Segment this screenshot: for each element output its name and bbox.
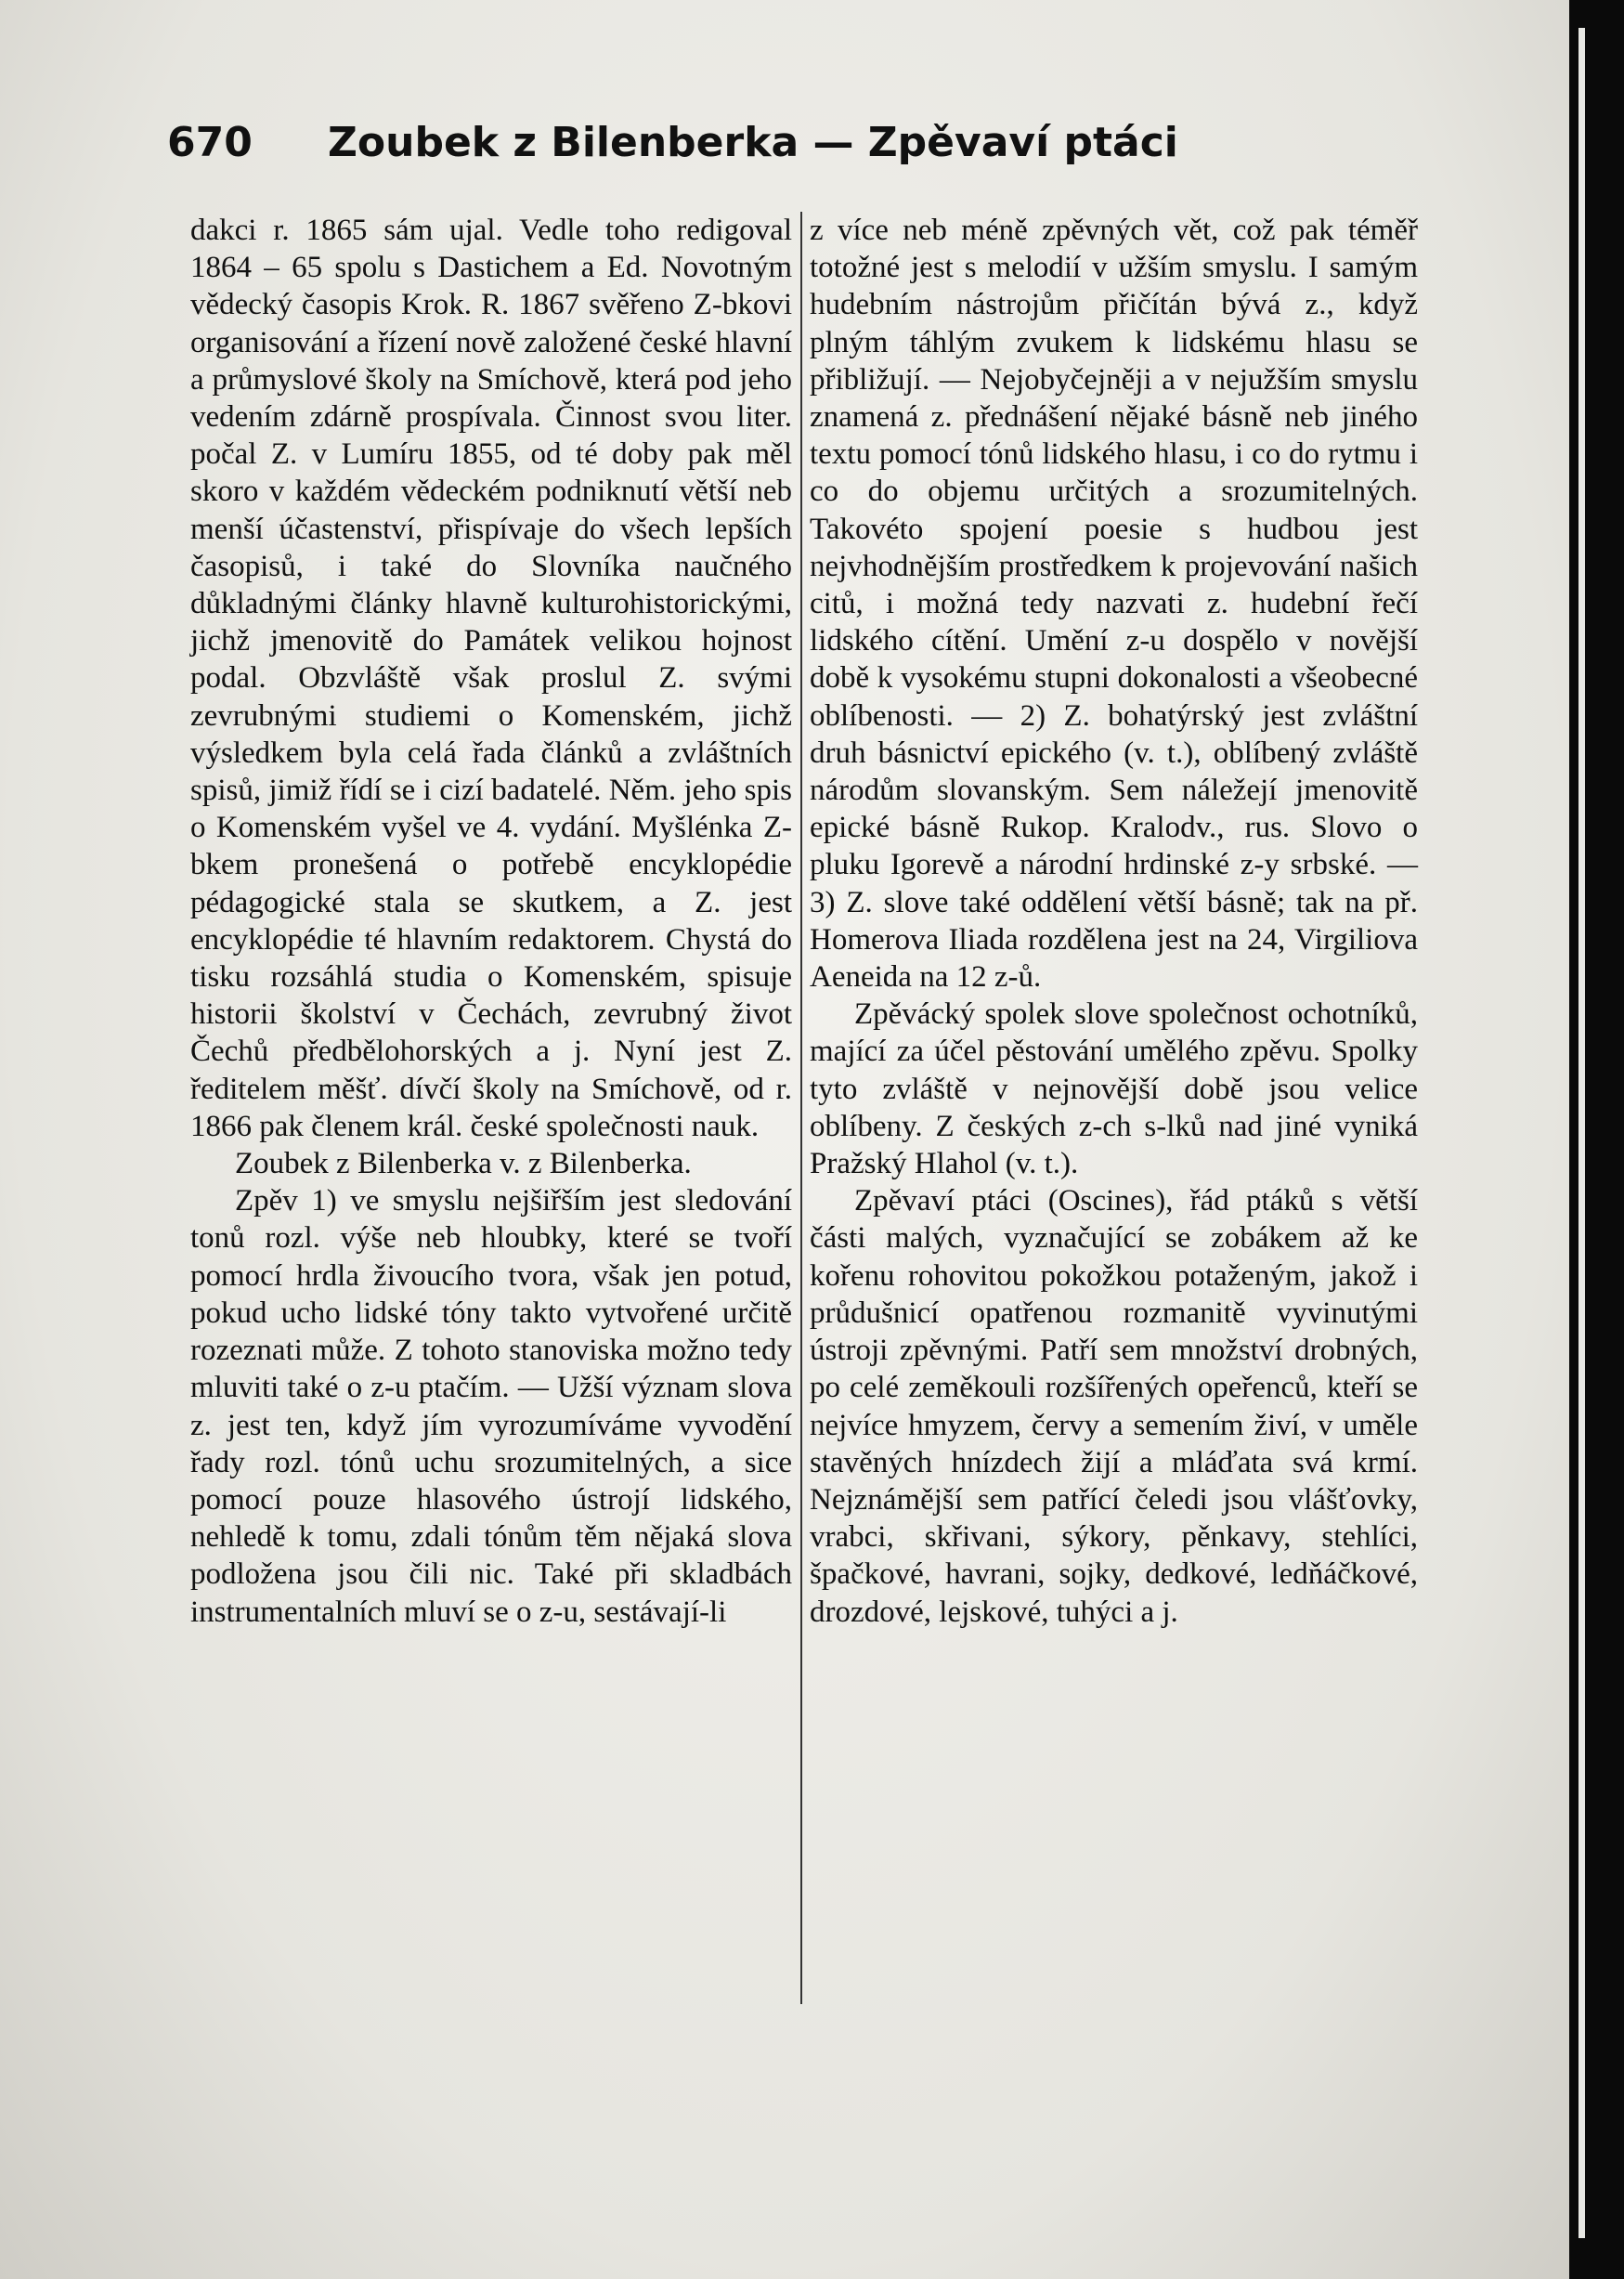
paragraph-zpev-cont: z více neb méně zpěvných vět, což pak téměř totožné jest s melodií v užším smyslu. I samým hudebním nástrojům přičítán bývá z., když plným táhlým zvukem k lidskému hlasu se přibližují. — Nejobyčejněji a v nejužším smyslu znamená z. přednášení nějaké básně neb jiného textu pomocí tónů lidského hlasu, i co do rytmu i co do objemu určitých a srozumitelných. Takovéto spojení poesie s hudbou jest nejvhodnějším prostředkem k projevování našich citů, i možná tedy nazvati z. hudební řečí lidského cítění. Umění z-u dospělo v novější době k vysokému stupni dokonalosti a všeobecné oblíbenosti. — 2) Z. bohatýrský jest zvláštní druh básnictví epického (v. t.), oblíbený zvláště národům slovanským. Sem náležejí jmenovitě epické básně Rukop. Kralodv., rus. Slovo o pluku Igorevě a národní hrdinské z-y srbské. — 3) Z. slove také oddělení větší básně; tak na př. Homerova Iliada rozdělena jest na 24, Virgiliova Aeneida na 12 z-ů. xyxy=(810,214,1418,995)
paragraph-zoubek-bio: dakci r. 1865 sám ujal. Vedle toho redigoval 1864 – 65 spolu s Dastichem a Ed. Novotným vědecký časopis Krok. R. 1867 svěřeno Z-bkovi organisování a řízení nově založené české hlavní a průmyslové školy na Smíchově, která pod jeho vedením zdárně prospívala. Činnost svou liter. počal Z. v Lumíru 1855, od té doby pak měl skoro v každém vědeckém podniknutí větší neb menší účastenství, přispívaje do všech lepších časopisů, i také do Slovníka naučného důkladnými články hlavně kulturohistorickými, jichž jmenovitě do Památek velikou hojnost podal. Obzvláště však proslul Z. svými zevrubnými studiemi o Komenském, jichž výsledkem byla celá řada článků a zvláštních spisů, jimiž řídí se i cizí badatelé. Něm. jeho spis o Komenském vyšel ve 4. vydání. Myšlénka Z-bkem pronešená o potřebě encyklopédie pédagogické stala se skutkem, a Z. jest encyklopédie té hlavním redaktorem. Chystá do tisku rozsáhlá studia o Komenském, spisuje historii školství v Čechách, zevrubný život Čechů předbělohorských a j. Nyní jest Z. ředitelem měšť. dívčí školy na Smíchově, od r. 1866 pak členem král. české společnosti nauk. xyxy=(190,214,792,1143)
column-rule xyxy=(800,212,802,2004)
page-title: Zoubek z Bilenberka — Zpěvaví ptáci xyxy=(327,118,1178,166)
scan-gutter xyxy=(1569,0,1624,2279)
right-column xyxy=(810,212,1418,1631)
paragraph-zpevavi-ptaci: Zpěvaví ptáci (Oscines), řád ptáků s větší části malých, vyznačující se zobákem až ke kořenu rohovitou pokožkou potaženým, jakož i průdušnicí opatřenou rozmanitě vyvinutými ústroji zpěvnými. Patří sem množství drobných, po celé zeměkouli rozšířených opeřenců, kteří se nejvíce hmyzem, červy a semením živí, v uměle stavěných hnízdech žijí a mláďata svá krmí. Nejznámější sem patřící čeledi jsou vlášťovky, vrabci, skřivani, sýkory, pěnkavy, stehlíci, špačkové, havrani, sojky, dedkové, ledňáčkové, drozdové, lejskové, tuhýci a j. xyxy=(810,1184,1418,1629)
left-column xyxy=(190,212,792,1631)
paragraph-zoubek-ref: Zoubek z Bilenberka v. z Bilenberka. xyxy=(235,1147,692,1181)
paragraph-zpevacky-spolek: Zpěvácký spolek slove společnost ochotníků, mající za účel pěstování umělého zpěvu. Spolky tyto zvláště v nejnovější době jsou velice oblíbeny. Z českých z-ch s-lků nad jiné vyniká Pražský Hlahol (v. t.). xyxy=(810,997,1418,1181)
page-number: 670 xyxy=(167,118,253,166)
running-header xyxy=(167,110,1216,175)
scan-edge-line xyxy=(1579,28,1585,2238)
paragraph-zpev: Zpěv 1) ve smyslu nejšiřším jest sledování tonů rozl. výše neb hloubky, které se tvoří pomocí hrdla živoucího tvora, však jen potud, pokud ucho lidské tóny takto vytvořené určitě rozeznati může. Z tohoto stanoviska možno tedy mluviti také o z-u ptačím. — Užší význam slova z. jest ten, když jím vyrozumíváme vyvodění řady rozl. tónů uchu srozumitelných, a sice pomocí pouze hlasového ústrojí lidského, nehledě k tomu, zdali tónům těm nějaká slova podložena jsou čili nic. Také při skladbách instrumentalních mluví se o z-u, sestávají-li xyxy=(190,1184,792,1629)
